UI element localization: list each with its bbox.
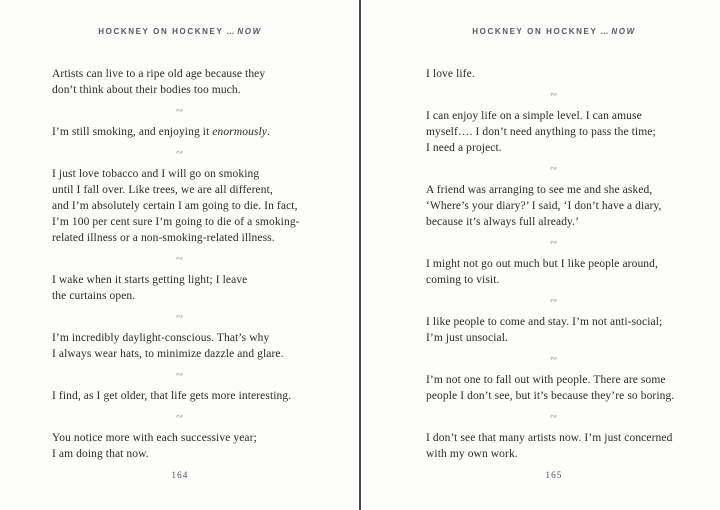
quote-paragraph: I’m incredibly daylight-conscious. That’s why I always wear hats, to minimize dazzle and glare.	[52, 332, 284, 360]
quote-paragraph: I love life.	[426, 68, 475, 80]
quote-paragraph: I find, as I get older, that life gets more interesting.	[52, 390, 292, 402]
left-page	[0, 0, 359, 510]
quote-paragraph: I might not go out much but I like people around, coming to visit.	[426, 258, 658, 286]
quote-paragraph: You notice more with each successive year; I am doing that now.	[52, 432, 257, 460]
running-head	[426, 27, 682, 37]
divider-ornament: ∾	[549, 90, 559, 100]
right-page-column	[426, 0, 682, 510]
quote-paragraph: I can enjoy life on a simple level. I can amuse myself…. I don’t need anything to pass the time; I need a project.	[426, 110, 656, 154]
right-page-quotes	[426, 66, 682, 462]
divider-ornament: ∾	[549, 296, 559, 306]
quote-paragraph: I don’t see that many artists now. I’m just concerned with my own work.	[426, 432, 673, 460]
running-head	[52, 27, 308, 37]
running-head-ellipsis: …	[226, 27, 235, 36]
right-page	[361, 0, 720, 510]
running-head-now: NOW	[611, 27, 636, 36]
quote-paragraph: I like people to come and stay. I’m not anti-social; I’m just unsocial.	[426, 316, 663, 344]
running-head-ellipsis: …	[600, 27, 609, 36]
divider-ornament: ∾	[549, 164, 559, 174]
quote-paragraph: I’m still smoking, and enjoying it enormously.	[52, 126, 270, 138]
divider-ornament: ∾	[549, 354, 559, 364]
quote-paragraph: I just love tobacco and I will go on smoking until I fall over. Like trees, we are all different, and I’m absolutely certain I am going to die. In fact, I’m 100 per cent sure I’m going to die of a smoking- related illness or a non-smoking-related illness.	[52, 168, 300, 244]
left-page-quotes	[52, 66, 308, 462]
divider-ornament: ∾	[549, 412, 559, 422]
left-page-column	[52, 0, 308, 510]
divider-ornament: ∾	[175, 254, 185, 264]
divider-ornament: ∾	[175, 370, 185, 380]
quote-paragraph: Artists can live to a ripe old age because they don’t think about their bodies too much.	[52, 68, 266, 96]
quote-paragraph: A friend was arranging to see me and she asked, ‘Where’s your diary?’ I said, ‘I don’t have a diary, because it’s always full already.’	[426, 184, 662, 228]
page-number-left: 164	[171, 470, 189, 480]
divider-ornament: ∾	[175, 312, 185, 322]
running-head-title: HOCKNEY ON HOCKNEY	[98, 27, 224, 36]
divider-ornament: ∾	[175, 412, 185, 422]
quote-paragraph: I wake when it starts getting light; I leave the curtains open.	[52, 274, 248, 302]
page-number-right: 165	[545, 470, 563, 480]
running-head-now: NOW	[237, 27, 262, 36]
quote-paragraph: I’m not one to fall out with people. There are some people I don’t see, but it’s because they’re so boring.	[426, 374, 675, 402]
divider-ornament: ∾	[175, 148, 185, 158]
running-head-title: HOCKNEY ON HOCKNEY	[472, 27, 598, 36]
divider-ornament: ∾	[549, 238, 559, 248]
divider-ornament: ∾	[175, 106, 185, 116]
